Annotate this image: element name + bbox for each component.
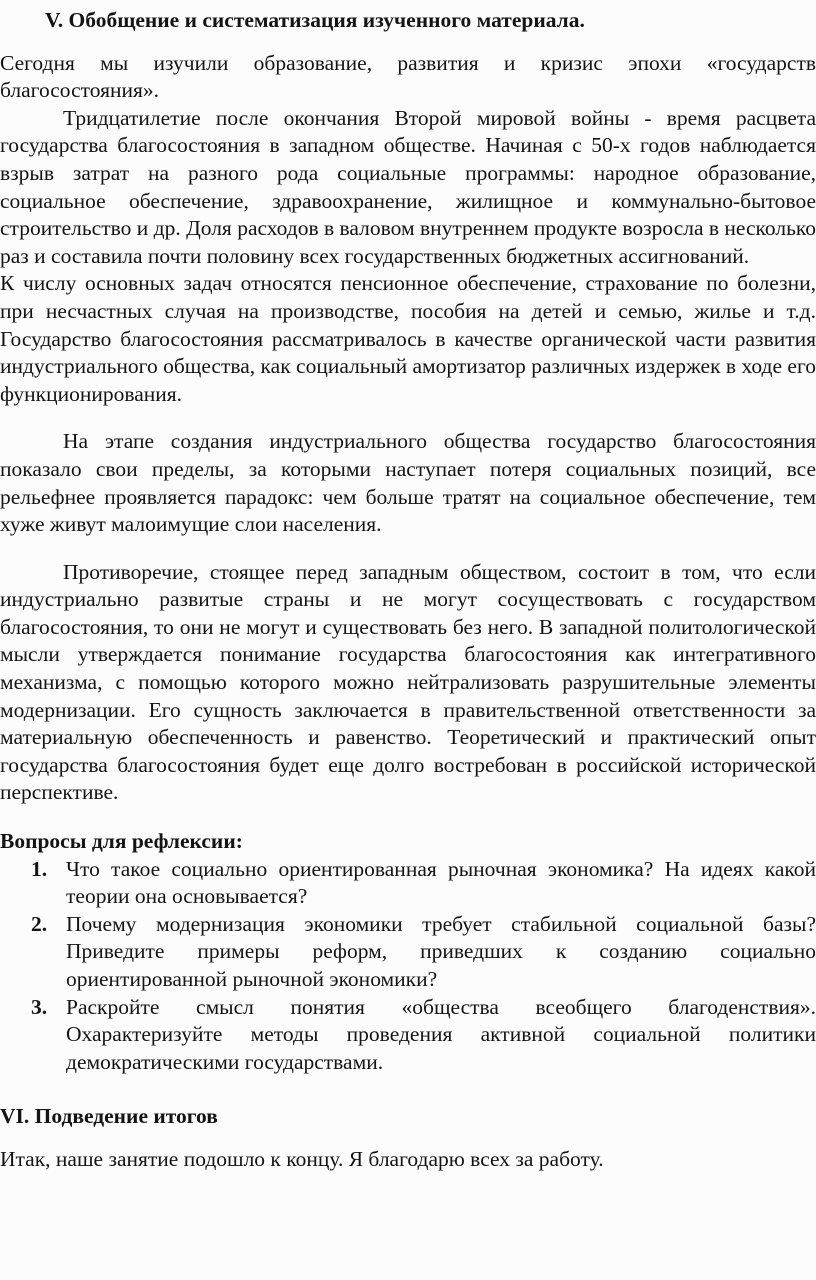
paragraph-thirty-years: Тридцатилетие после окончания Второй мировой войны - время расцвета государства благосостояния в западном обществе. Начиная с 50-х годов наблюдается взрыв затрат на разного рода социальные программы: народное образование, социальное обеспечение, здравоохранение, жилищное и коммунально-бытовое строительство и др. Доля расходов в валовом внутреннем продукте возросла в несколько раз и составила почти половину всех государственных бюджетных ассигнований. bbox=[0, 105, 816, 268]
paragraph-intro: Сегодня мы изучили образование, развития и кризис эпохи «государств благосостояния». bbox=[0, 50, 816, 103]
section-heading-v: V. Обобщение и систематизация изученного материала. bbox=[45, 8, 585, 32]
paragraph-industrial-stage: На этапе создания индустриального общества государство благосостояния показало свои пределы, за которыми наступает потеря социальных позиций, все рельефнее проявляется парадокс: чем больше тратят на социальное обеспечение, тем хуже живут малоимущие слои населения. bbox=[0, 429, 816, 537]
question-text: Раскройте смысл понятия «общества всеобщего благоденствия». Охарактеризуйте методы проведения активной социальной политики демократическими государствами. bbox=[66, 994, 816, 1074]
question-text: Почему модернизация экономики требует стабильной социальной базы? Приведите примеры реформ, приведших к созданию социально ориентированной рыночной экономики? bbox=[66, 911, 816, 991]
question-item bbox=[0, 994, 816, 1077]
question-number: 1. bbox=[31, 856, 48, 881]
question-number: 2. bbox=[31, 911, 48, 936]
paragraph-main-tasks: К числу основных задач относятся пенсионное обеспечение, страхование по болезни, при несчастных случая на производстве, пособия на детей и семью, жилье и т.д. Государство благосостояния рассматривалось в качестве органической части развития индустриального общества, как социальный амортизатор различных издержек в ходе его функционирования. bbox=[0, 271, 816, 406]
question-item bbox=[0, 856, 816, 911]
closing-paragraph: Итак, наше занятие подошло к концу. Я благодарю всех за работу. bbox=[0, 1146, 604, 1171]
question-text: Что такое социально ориентированная рыночная экономика? На идеях какой теории она основывается? bbox=[66, 856, 816, 909]
reflection-heading: Вопросы для рефлексии: bbox=[0, 829, 243, 854]
section-heading-vi: VI. Подведение итогов bbox=[0, 1104, 218, 1129]
reflection-question-list bbox=[0, 856, 816, 1077]
paragraph-contradiction: Противоречие, стоящее перед западным обществом, состоит в том, что если индустриально развитые страны и не могут сосуществовать с государством благосостояния, то они не могут и существовать без него. В западной политологической мысли утверждается понимание государства благосостояния как интегративного механизма, с помощью которого можно нейтрализовать разрушительные элементы модернизации. Его сущность заключается в правительственной ответственности за материальную обеспеченность и равенство. Теоретический и практический опыт государства благосостояния будет еще долго востребован в российской исторической перспективе. bbox=[0, 559, 816, 805]
question-number: 3. bbox=[31, 994, 48, 1019]
question-item bbox=[0, 911, 816, 994]
